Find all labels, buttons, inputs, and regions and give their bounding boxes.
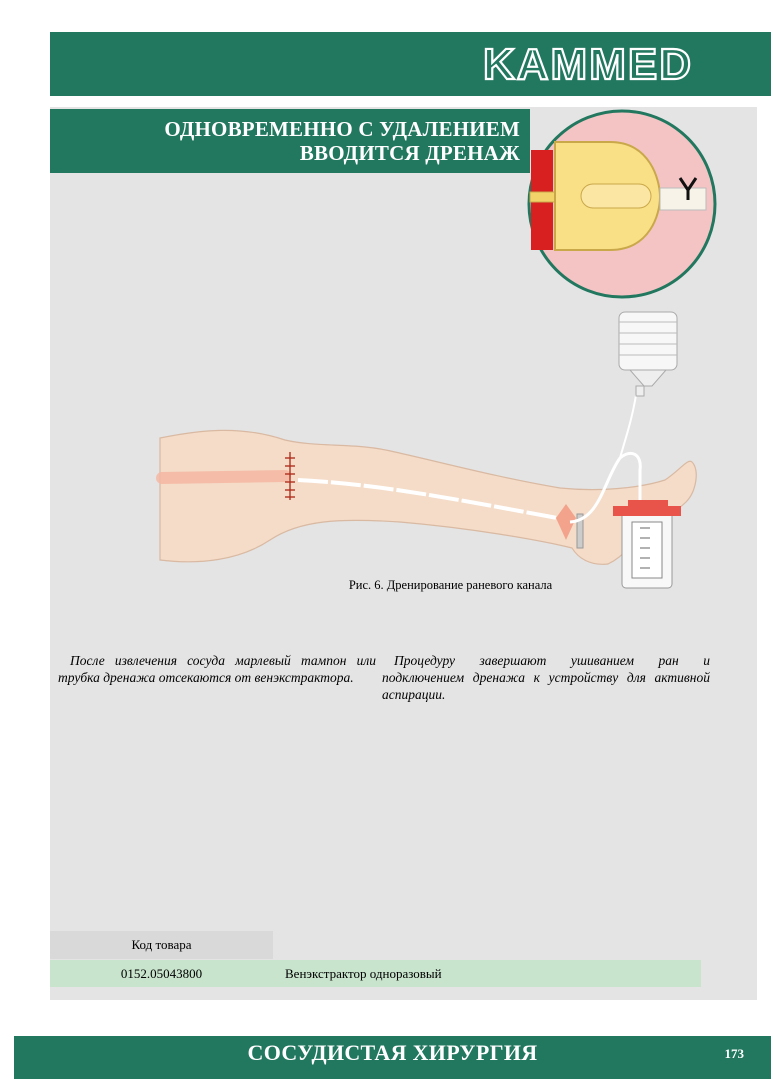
bellows-pump [619,312,677,396]
leg-drainage-illustration [150,108,720,598]
section-title-line-1: ОДНОВРЕМЕННО С УДАЛЕНИЕМ [164,117,520,141]
section-title-line-2: ВВОДИТСЯ ДРЕНАЖ [299,141,520,165]
bellows-tube [620,395,636,458]
footer-bar [14,1036,771,1079]
product-name: Венэкстрактор одноразовый [285,966,442,981]
leg-shape [160,430,696,564]
logo-text: KAMMED [483,41,693,87]
figure-caption [0,578,771,593]
figure-caption-text: Рис. 6. Дренирование раневого канала [348,578,553,592]
paragraph-left [58,652,376,686]
product-code: 0152.05043800 [120,966,203,981]
footer-section-title: СОСУДИСТАЯ ХИРУРГИЯ [247,1040,538,1065]
collection-canister [613,500,681,588]
paragraph-right-text: Процедуру завершают ушиванием ран и подключением дренажа к устройству для активной аспирации. [382,653,710,702]
header-bar [50,32,771,96]
page-number: 173 [724,1046,744,1061]
product-table-header: Код товара [50,931,273,959]
wound-channel [162,476,285,478]
kammed-logo [453,41,723,87]
zoom-detail-circle [529,111,715,297]
paragraph-right [382,652,710,703]
paragraph-left-text: После извлечения сосуда марлевый тампон или трубка дренажа отсекаются от венэкстрактора. [58,653,376,685]
table-row [50,960,701,987]
